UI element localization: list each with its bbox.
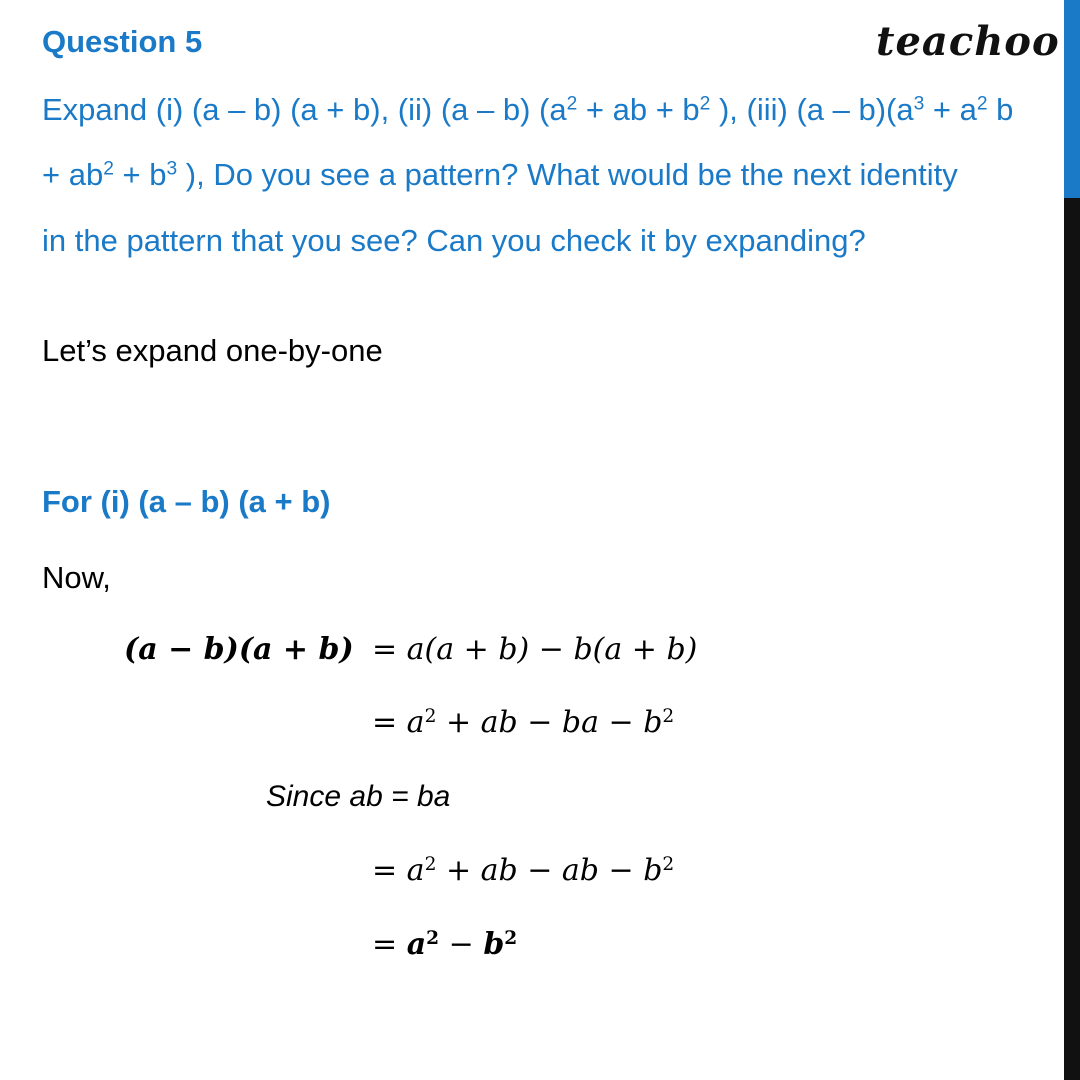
question-line-2: + $ab^2 + b^3$ ), Do you see a pattern? What would be the next identity: [42, 157, 958, 192]
equation-1-lhs: (a − b)(a + b): [124, 632, 354, 667]
equation-2: = $a^2$ + ab − ba − $b^2$: [372, 705, 675, 740]
equation-4-result: = $a^2 - b^2$: [372, 927, 518, 962]
question-line-1: Expand (i) (a – b) (a + b), (ii) (a – b) ($a^2$ + ab + $b^2$ ), (iii) $(a - b)(a^3 + a^2$ b: [42, 92, 1014, 127]
question-title: Question 5: [42, 24, 203, 59]
equation-3: = $a^2$ + ab − ab − $b^2$: [372, 853, 675, 888]
part-heading: For (i) (a – b) (a + b): [42, 484, 331, 519]
equation-1-rhs: = a(a + b) − b(a + b): [372, 632, 698, 667]
teachoo-logo: teachoo: [876, 18, 1060, 65]
now-label: Now,: [42, 560, 111, 595]
since-note: Since ab = ba: [266, 780, 451, 813]
scrollbar-thumb[interactable]: [1064, 0, 1080, 198]
intro-text: Let’s expand one-by-one: [42, 333, 383, 368]
question-line-3: in the pattern that you see? Can you check it by expanding?: [42, 223, 866, 258]
